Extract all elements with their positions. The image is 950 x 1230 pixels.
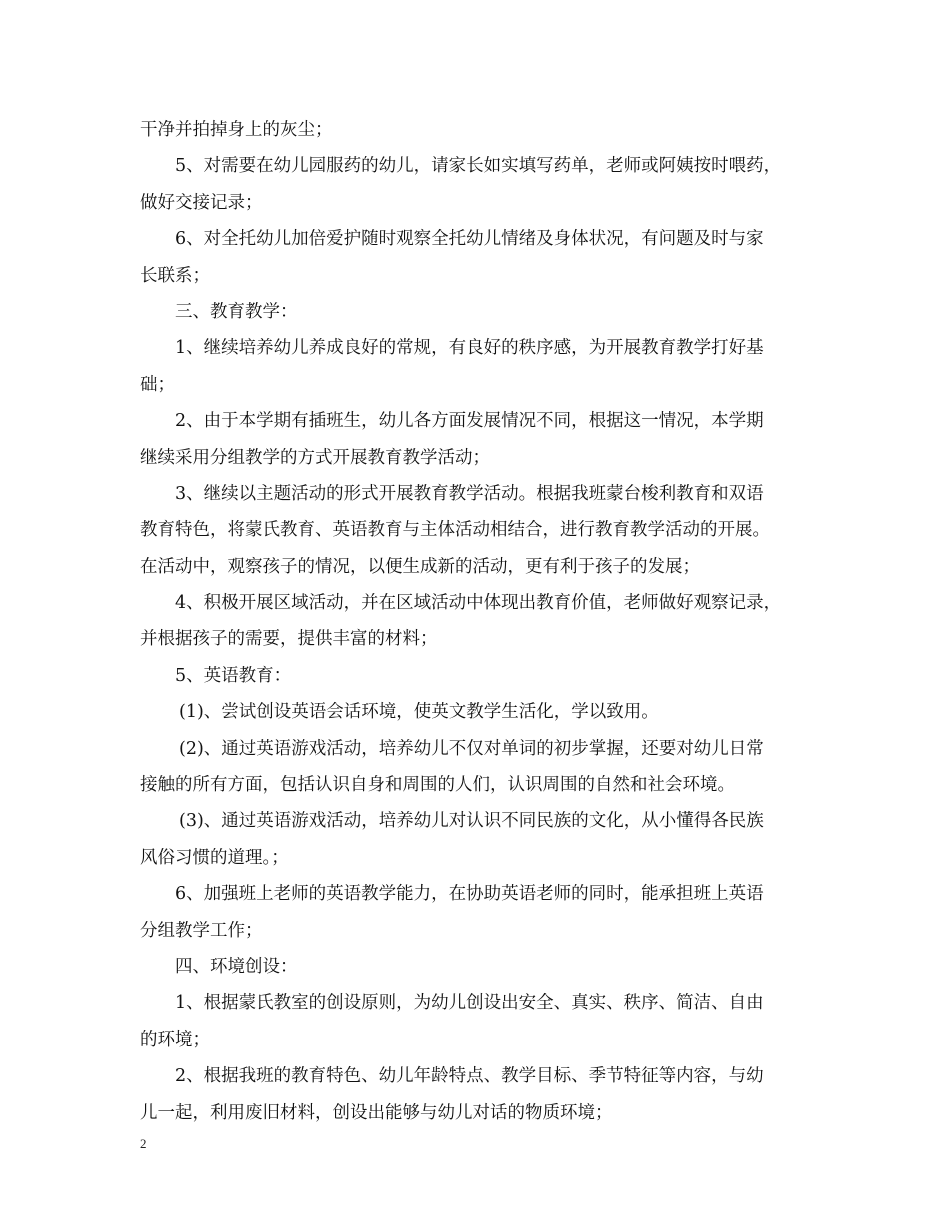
text-line: 的环境； xyxy=(140,1029,210,1050)
text-line: 4、积极开展区域活动，并在区域活动中体现出教育价值，老师做好观察记录， xyxy=(175,593,782,614)
page-number: 2 xyxy=(140,1136,147,1151)
text-line: 长联系； xyxy=(140,265,210,286)
text-line: 在活动中，观察孩子的情况，以便生成新的活动，更有利于孩子的发展； xyxy=(140,556,700,577)
text-line: 干净并拍掉身上的灰尘； xyxy=(140,120,333,140)
text-line: (3)、通过英语游戏活动，培养幼儿对认识不同民族的文化，从小懂得各民族 xyxy=(179,811,764,832)
text-line: 儿一起，利用废旧材料，创设出能够与幼儿对话的物质环境； xyxy=(140,1102,613,1123)
text-line: 分组教学工作； xyxy=(140,920,263,941)
text-line: 1、根据蒙氏教室的创设原则，为幼儿创设出安全、真实、秩序、简洁、自由 xyxy=(175,993,764,1014)
section-heading: 四、环境创设： xyxy=(175,956,298,977)
text-line: 并根据孩子的需要，提供丰富的材料； xyxy=(140,629,438,650)
text-line: 2、根据我班的教育特色、幼儿年龄特点、教学目标、季节特征等内容，与幼 xyxy=(175,1066,764,1087)
text-line: 5、对需要在幼儿园服药的幼儿，请家长如实填写药单，老师或阿姨按时喂药， xyxy=(175,156,782,177)
text-line: 3、继续以主题活动的形式开展教育教学活动。根据我班蒙台梭利教育和双语 xyxy=(175,483,764,504)
text-line: (1)、尝试创设英语会话环境，使英文教学生活化，学以致用。 xyxy=(179,702,659,723)
text-line: 1、继续培养幼儿养成良好的常规，有良好的秩序感，为开展教育教学打好基 xyxy=(175,338,764,359)
text-line: 继续采用分组教学的方式开展教育教学活动； xyxy=(140,447,490,468)
text-line: 础； xyxy=(140,374,175,395)
text-line: 6、对全托幼儿加倍爱护随时观察全托幼儿情绪及身体状况，有问题及时与家 xyxy=(175,229,764,250)
text-line: (2)、通过英语游戏活动，培养幼儿不仅对单词的初步掌握，还要对幼儿日常 xyxy=(179,738,764,759)
text-line: 做好交接记录； xyxy=(140,192,263,213)
text-line: 风俗习惯的道理。； xyxy=(140,847,289,868)
text-line: 5、英语教育： xyxy=(175,665,292,686)
text-line: 2、由于本学期有插班生，幼儿各方面发展情况不同，根据这一情况，本学期 xyxy=(175,411,764,432)
text-line: 教育特色，将蒙氏教育、英语教育与主体活动相结合，进行教育教学活动的开展。 xyxy=(140,520,770,541)
document-body xyxy=(140,112,830,1131)
section-heading: 三、教育教学： xyxy=(175,301,298,322)
text-line: 6、加强班上老师的英语教学能力，在协助英语老师的同时，能承担班上英语 xyxy=(175,884,764,905)
text-line: 接触的所有方面，包括认识自身和周围的人们，认识周围的自然和社会环境。 xyxy=(140,775,735,796)
